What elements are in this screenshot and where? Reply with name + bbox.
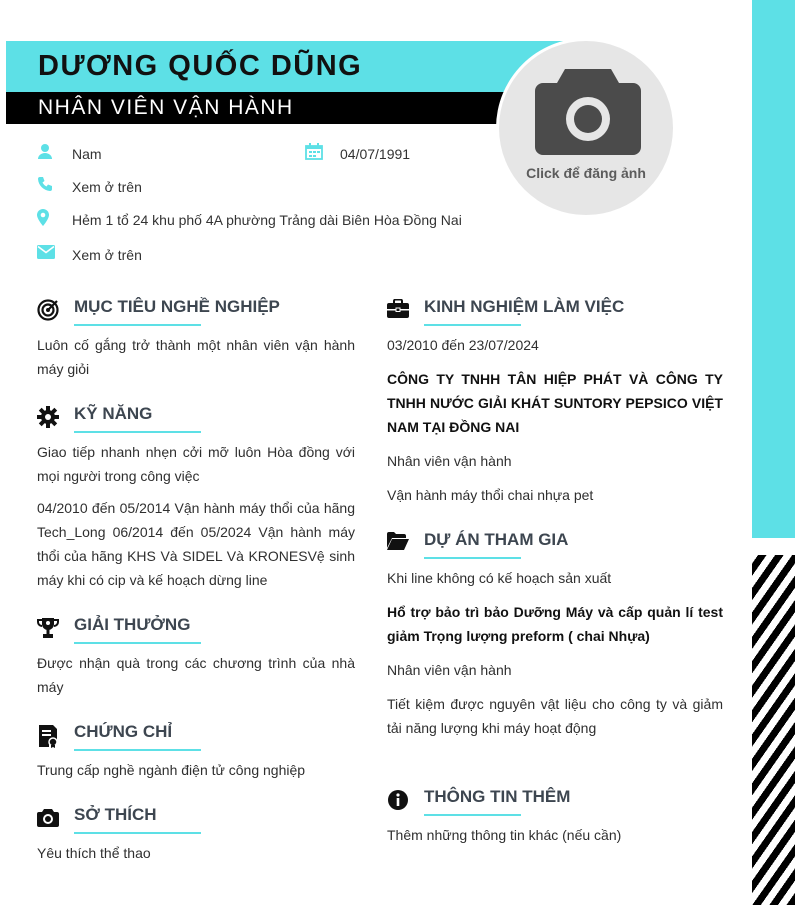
project-role[interactable]: Nhân viên vận hành: [387, 662, 512, 678]
certificates-text[interactable]: Trung cấp nghề ngành điện tử công nghiệp: [37, 762, 306, 778]
photo-caption[interactable]: Click để đăng ảnh: [526, 165, 646, 181]
camera-icon: [37, 807, 59, 829]
location-icon: [37, 209, 55, 227]
skill-item-2[interactable]: 04/2010 đến 05/2014 Vận hành máy thổi của hãng Tech_Long 06/2014 đến 05/2024 Vận hành máy thổi của hãng KHS Và SIDEL Và KRONESVệ sinh máy khi có cip và kế hoạch dừng line: [37, 500, 355, 588]
candidate-name[interactable]: DƯƠNG QUỐC DŨNG: [38, 50, 363, 82]
projects-underline: [424, 557, 521, 559]
experience-underline: [424, 324, 521, 326]
projects-title[interactable]: DỰ ÁN THAM GIA: [424, 530, 569, 549]
experience-period[interactable]: 03/2010 đến 23/07/2024: [387, 337, 539, 353]
experience-role[interactable]: Nhân viên vận hành: [387, 453, 512, 469]
extra-section-header: [387, 785, 727, 819]
birthday-value[interactable]: 04/07/1991: [340, 146, 411, 162]
extra-title[interactable]: THÔNG TIN THÊM: [424, 787, 571, 806]
objective-title[interactable]: MỤC TIÊU NGHỀ NGHIỆP: [74, 297, 280, 316]
experience-company[interactable]: CÔNG TY TNHH TÂN HIỆP PHÁT VÀ CÔNG TY TNHH NƯỚC GIẢI KHÁT SUNTORY PEPSICO VIỆT NAM TẠI ĐỒNG NAI: [387, 371, 723, 435]
experience-description[interactable]: Vận hành máy thổi chai nhựa pet: [387, 487, 594, 503]
email-value[interactable]: Xem ở trên: [72, 247, 142, 263]
briefcase-icon: [387, 299, 409, 321]
accent-sidebar: [752, 0, 795, 538]
hobbies-underline: [74, 832, 201, 834]
skill-item-1[interactable]: Giao tiếp nhanh nhẹn cởi mỡ luôn Hòa đồng với mọi người trong công việc: [37, 444, 355, 484]
striped-decoration: [752, 555, 795, 905]
phone-value[interactable]: Xem ở trên: [72, 179, 142, 195]
hobbies-text[interactable]: Yêu thích thể thao: [37, 845, 151, 861]
gear-icon: [37, 406, 59, 428]
certificate-icon: [37, 724, 59, 746]
certificates-title[interactable]: CHỨNG CHỈ: [74, 722, 173, 741]
folder-icon: [387, 532, 409, 554]
awards-text[interactable]: Được nhận quà trong các chương trình của nhà máy: [37, 655, 355, 695]
calendar-icon: [305, 143, 323, 161]
hobbies-title[interactable]: SỞ THÍCH: [74, 805, 157, 824]
project-description[interactable]: Tiết kiệm được nguyên vật liệu cho công ty và giảm tải năng lượng khi máy hoạt động: [387, 696, 723, 736]
certificates-underline: [74, 749, 201, 751]
awards-section-header: [37, 613, 357, 647]
photo-upload[interactable]: [496, 38, 676, 218]
camera-icon: [535, 65, 641, 155]
skills-title[interactable]: KỸ NĂNG: [74, 404, 153, 423]
objective-text[interactable]: Luôn cố gắng trở thành một nhân viên vận hành máy giỏi: [37, 337, 355, 377]
experience-section-header: [387, 295, 727, 329]
user-icon: [37, 143, 55, 161]
extra-text[interactable]: Thêm những thông tin khác (nếu cần): [387, 827, 622, 843]
objective-section-header: [37, 295, 357, 329]
project-name[interactable]: Hổ trợ bảo trì bảo Dưỡng Máy và cấp quản lí test giảm Trọng lượng preform ( chai Nhựa): [387, 604, 723, 644]
awards-title[interactable]: GIẢI THƯỞNG: [74, 615, 191, 634]
hobbies-section-header: [37, 803, 357, 837]
awards-underline: [74, 642, 201, 644]
projects-section-header: [387, 528, 727, 562]
email-icon: [37, 245, 55, 263]
experience-title[interactable]: KINH NGHIỆM LÀM VIỆC: [424, 297, 625, 316]
photo-placeholder[interactable]: [499, 41, 673, 215]
extra-underline: [424, 814, 521, 816]
certificates-section-header: [37, 720, 357, 754]
skills-section-header: [37, 402, 357, 436]
phone-icon: [37, 176, 55, 194]
objective-underline: [74, 324, 201, 326]
candidate-position[interactable]: NHÂN VIÊN VẬN HÀNH: [38, 96, 294, 119]
trophy-icon: [37, 617, 59, 639]
project-period[interactable]: Khi line không có kế hoạch sản xuất: [387, 570, 612, 586]
info-icon: [387, 789, 409, 811]
address-value[interactable]: Hẻm 1 tổ 24 khu phố 4A phường Trảng dài Biên Hòa Đồng Nai: [72, 212, 462, 228]
gender-value[interactable]: Nam: [72, 146, 102, 162]
target-icon: [37, 299, 59, 321]
skills-underline: [74, 431, 201, 433]
